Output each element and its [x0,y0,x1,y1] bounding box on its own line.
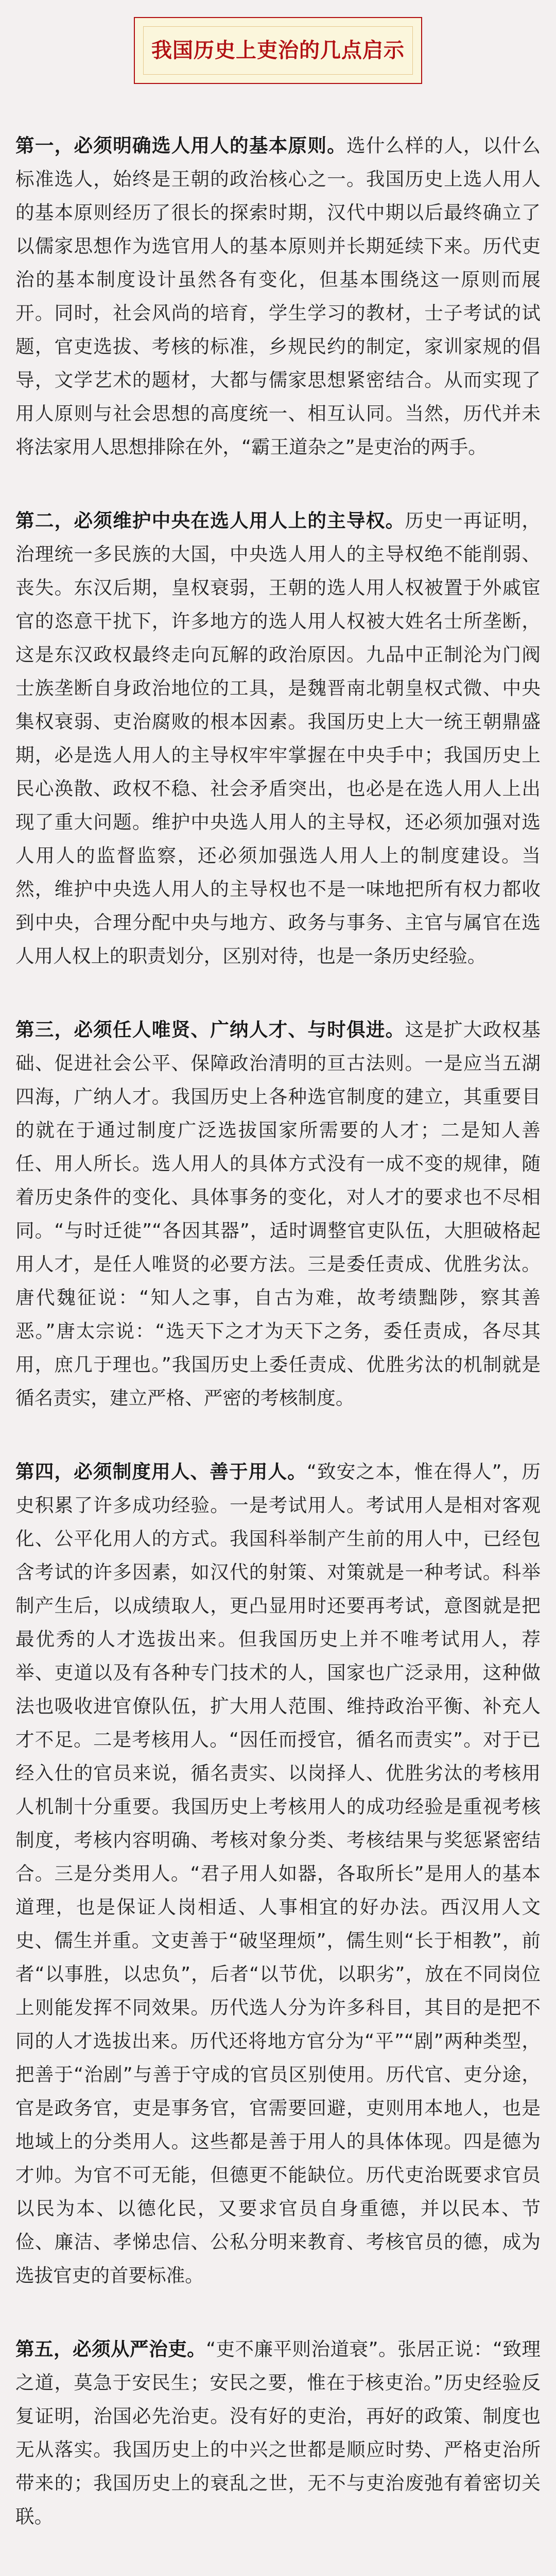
section-2 [15,504,541,973]
section-1 [15,129,541,464]
section-heading: 第二，必须维护中央在选人用人上的主导权。 [15,510,405,532]
section-text: 历史一再证明，治理统一多民族的大国，中央选人用人的主导权绝不能削弱、丧失。东汉后期，皇权衰弱，王朝的选人用人权被置于外戚宦官的恣意干扰下，许多地方的选人用人权被大姓名士所垄断，这是东汉政权最终走向瓦解的政治原因。九品中正制沦为门阀士族垄断自身政治地位的工具，是魏晋南北朝皇权式微、中央集权衰弱、吏治腐败的根本因素。我国历史上大一统王朝鼎盛期，必是选人用人的主导权牢牢掌握在中央手中；我国历史上民心涣散、政权不稳、社会矛盾突出，也必是在选人用人上出现了重大问题。维护中央选人用人的主导权，还必须加强对选人用人的监督监察，还必须加强选人用人上的制度建设。当然，维护中央选人用人的主导权也不是一味地把所有权力都收到中央，合理分配中央与地方、政务与事务、主官与属官在选人用人权上的职责划分，区别对待，也是一条历史经验。 [15,510,541,967]
title-banner [134,17,422,84]
section-heading: 第五，必须从严治吏。 [15,2338,206,2360]
section-heading: 第四，必须制度用人、善于用人。 [15,1461,307,1483]
title-area [0,0,556,100]
section-heading: 第三，必须任人唯贤、广纳人才、与时俱进。 [15,1019,405,1041]
section-4 [15,1455,541,2292]
section-text: “致安之本，惟在得人”，历史积累了许多成功经验。一是考试用人。考试用人是相对客观化、公平化用人的方式。我国科举制产生前的用人中，已经包含考试的许多因素，如汉代的射策、对策就是一种考试。科举制产生后，以成绩取人，更凸显用时还要再考试，意图就是把最优秀的人才选拔出来。但我国历史上并不唯考试用人，荐举、吏道以及有各种专门技术的人，国家也广泛录用，这种做法也吸收进官僚队伍，扩大用人范围、维持政治平衡、补充人才不足。二是考核用人。“因任而授官，循名而责实”。对于已经入仕的官员来说，循名责实、以岗择人、优胜劣汰的考核用人机制十分重要。我国历史上考核用人的成功经验是重视考核制度，考核内容明确、考核对象分类、考核结果与奖惩紧密结合。三是分类用人。“君子用人如器，各取所长”是用人的基本道理，也是保证人岗相适、人事相宜的好办法。西汉用人文史、儒生并重。文吏善于“破坚理烦”，儒生则“长于相教”，前者“以事胜，以忠负”，后者“以节优，以职劣”，放在不同岗位上则能发挥不同效果。历代选人分为许多科目，其目的是把不同的人才选拔出来。历代还将地方官分为“平”“剧”两种类型，把善于“治剧”与善于守成的官员区别使用。历代官、吏分途，官是政务官，吏是事务官，官需要回避，吏则用本地人，也是地域上的分类用人。这些都是善于用人的具体体现。四是德为才帅。为官不可无能，但德更不能缺位。历代吏治既要求官员以民为本、以德化民，又要求官员自身重德，并以民本、节俭、廉洁、孝悌忠信、公私分明来教育、考核官员的德，成为选拔官吏的首要标准。 [15,1461,541,2286]
section-text: “吏不廉平则治道衰”。张居正说：“致理之道，莫急于安民生；安民之要，惟在于核吏治。”历史经验反复证明，治国必先治吏。没有好的吏治，再好的政策、制度也无从落实。我国历史上的中兴之世都是顺应时势、严格吏治所带来的；我国历史上的衰乱之世，无不与吏治废弛有着密切关联。 [15,2338,541,2528]
section-5 [15,2332,541,2533]
section-3 [15,1013,541,1415]
article-title: 我国历史上吏治的几点启示 [151,38,405,62]
section-heading: 第一，必须明确选人用人的基本原则。 [15,134,346,157]
section-text: 这是扩大政权基础、促进社会公平、保障政治清明的亘古法则。一是应当五湖四海，广纳人才。我国历史上各种选官制度的建立，其重要目的就在于通过制度广泛选拔国家所需要的人才；二是知人善任、用人所长。选人用人的具体方式没有一成不变的规律，随着历史条件的变化、具体事务的变化，对人才的要求也不尽相同。“与时迁徙”“各因其器”，适时调整官吏队伍，大胆破格起用人才，是任人唯贤的必要方法。三是委任责成、优胜劣汰。唐代魏征说：“知人之事，自古为难，故考绩黜陟，察其善恶。”唐太宗说：“选天下之才为天下之务，委任责成，各尽其用，庶几于理也。”我国历史上委任责成、优胜劣汰的机制就是循名责实，建立严格、严密的考核制度。 [15,1019,541,1409]
article-body [0,100,556,2533]
section-text: 选什么样的人，以什么标准选人，始终是王朝的政治核心之一。我国历史上选人用人的基本原则经历了很长的探索时期，汉代中期以后最终确立了以儒家思想作为选官用人的基本原则并长期延续下来。历代吏治的基本制度设计虽然各有变化，但基本围绕这一原则而展开。同时，社会风尚的培育，学生学习的教材，士子考试的试题，官吏选拔、考核的标准，乡规民约的制定，家训家规的倡导，文学艺术的题材，大都与儒家思想紧密结合。从而实现了用人原则与社会思想的高度统一、相互认同。当然，历代并未将法家用人思想排除在外，“霸王道杂之”是吏治的两手。 [15,134,541,458]
